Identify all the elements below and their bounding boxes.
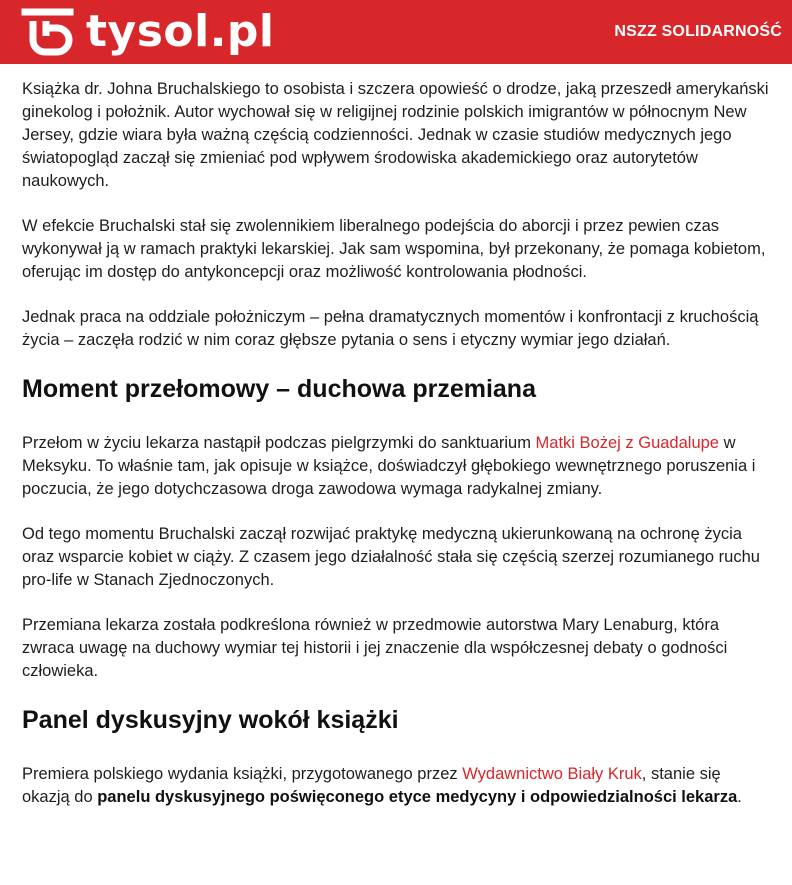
paragraph-text: w Meksyku. To właśnie tam, jak opisuje w książce, doświadczył głębokiego wewnętrznego poruszenia i poczucia, że jego dotychczasowa droga zawodowa wymaga radykalnej zmiany. bbox=[22, 434, 756, 498]
brand-name: tysol.pl bbox=[86, 6, 275, 57]
article-paragraph: Przemiana lekarza została podkreślona również w przedmowie autorstwa Mary Lenaburg, która zwraca uwagę na duchowy wymiar tej historii i jej znaczenie dla współczesnej debaty o godności człowieka. bbox=[22, 616, 728, 680]
site-logo-link[interactable] bbox=[20, 6, 275, 58]
article-body bbox=[0, 64, 792, 809]
section-heading-panel: Panel dyskusyjny wokół książki bbox=[22, 706, 399, 734]
paragraph-text: Premiera polskiego wydania książki, przygotowanego przez bbox=[22, 765, 463, 783]
tysol-logo-icon bbox=[20, 6, 80, 58]
section-heading-turning-point: Moment przełomowy – duchowa przemiana bbox=[22, 375, 536, 403]
article-paragraph bbox=[22, 432, 770, 501]
article-paragraph: Książka dr. Johna Bruchalskiego to osobista i szczera opowieść o drodze, jaką przeszedł amerykański ginekolog i położnik. Autor wychował się w religijnej rodzinie polskich imigrantów w północnym New Jersey, gdzie wiara była ważną częścią codzienności. Jednak w czasie studiów medycznych jego światopogląd zaczął się zmieniać pod wpływem środowiska akademickiego oraz autorytetów naukowych. bbox=[22, 80, 769, 190]
article-paragraph: Od tego momentu Bruchalski zaczął rozwijać praktykę medyczną ukierunkowaną na ochronę życia oraz wsparcie kobiet w ciąży. Z czasem jego działalność stała się częścią szerzej rozumianego ruchu pro-life w Stanach Zjednoczonych. bbox=[22, 525, 760, 589]
bialy-kruk-link[interactable]: Wydawnictwo Biały Kruk bbox=[462, 765, 642, 783]
paragraph-text: Przełom w życiu lekarza nastąpił podczas pielgrzymki do sanktuarium bbox=[22, 434, 536, 452]
site-header bbox=[0, 0, 792, 64]
article-paragraph: W efekcie Bruchalski stał się zwolennikiem liberalnego podejścia do aborcji i przez pewien czas wykonywał ją w ramach praktyki lekarskiej. Jak sam wspomina, był przekonany, że pomaga kobietom, oferując im dostęp do antykoncepcji oraz możliwość kontrolowania płodności. bbox=[22, 217, 766, 281]
bold-text: panelu dyskusyjnego poświęconego etyce medycyny i odpowiedzialności lekarza bbox=[97, 788, 738, 806]
paragraph-text: . bbox=[737, 788, 742, 806]
paragraph-text: , stanie się okazją do bbox=[22, 765, 721, 806]
article-paragraph bbox=[22, 763, 770, 809]
guadalupe-link[interactable]: Matki Bożej z Guadalupe bbox=[535, 434, 719, 452]
article-paragraph: Jednak praca na oddziale położniczym – pełna dramatycznych momentów i konfrontacji z kruchością życia – zaczęła rodzić w nim coraz głębsze pytania o sens i etyczny wymiar jego działań. bbox=[22, 308, 759, 349]
nszz-solidarnosc-link[interactable]: NSZZ SOLIDARNOŚĆ bbox=[614, 23, 782, 40]
